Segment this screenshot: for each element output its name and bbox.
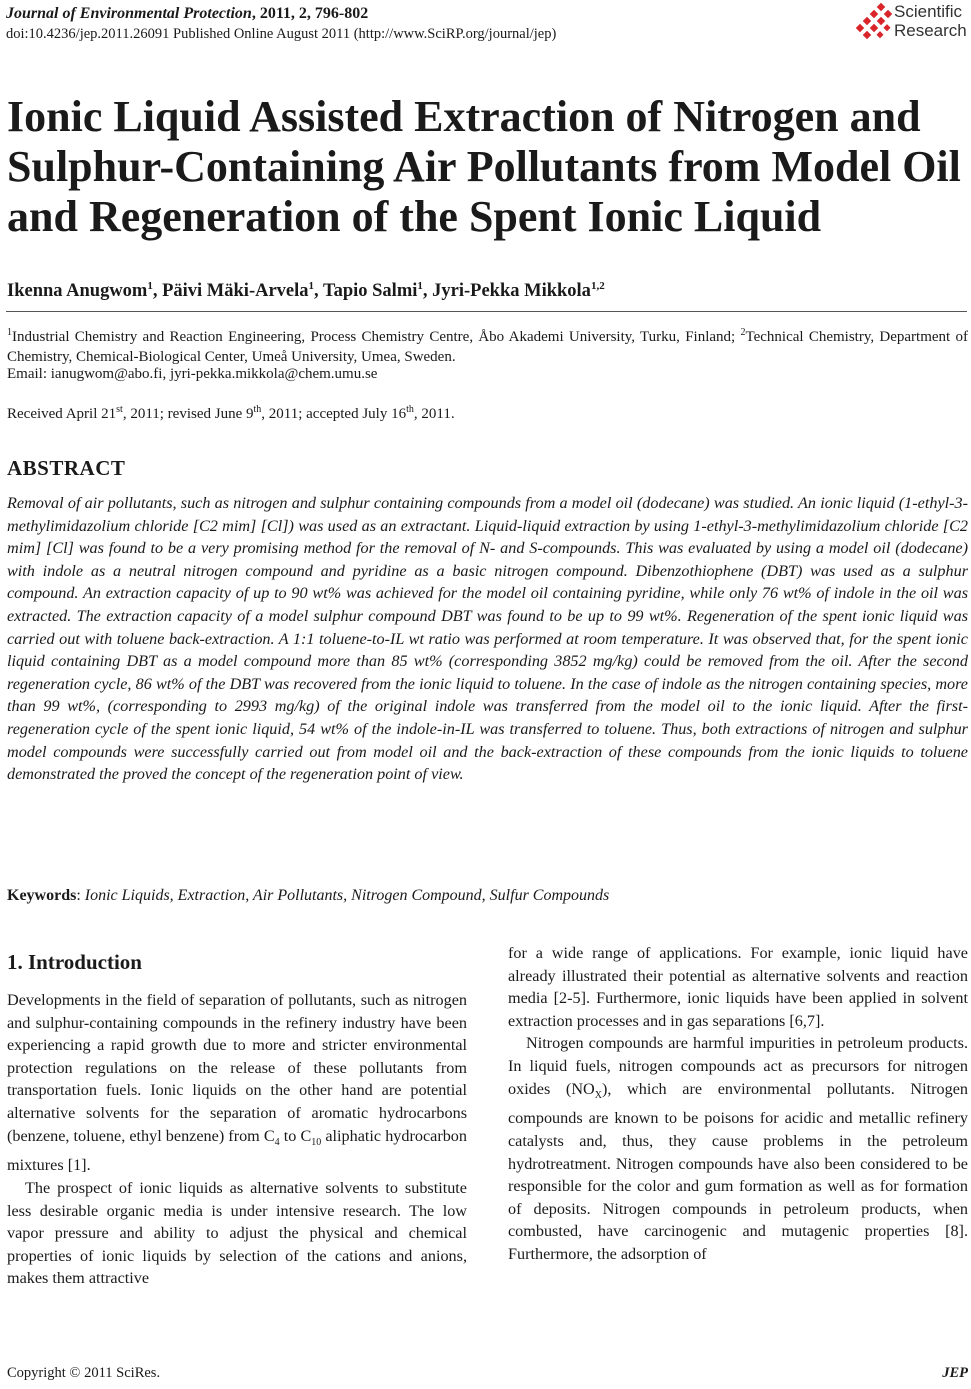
paragraph-text: Developments in the field of separation of pollutants, such as nitrogen and sulphur-containing compounds in the refinery industry have been experiencing a rapid growth due to more and stricter environmental protection regulations on the release of these pollutants from transportation fuels. Ionic liquids on the other hand are potential alternative solvents for the separation of aromatic hydrocarbons (benzene, toluene, ethyl benzene) from C [7, 991, 467, 1145]
body-paragraph: The prospect of ionic liquids as alternative solvents to substitute less desirable organic media is under intensive research. The low vapor pressure and ability to adjust the physical and chemical properties of ionic liquids by selection of the cations and anions, makes them attractive [7, 1178, 467, 1288]
author-affil-mark: 1 [147, 280, 153, 292]
revised-text: , 2011; revised June 9 [122, 406, 254, 422]
subscript: 10 [311, 1136, 322, 1148]
paragraph-text: ), which are environmental pollutants. Nitrogen compounds are known to be poisons for acidic and metallic refinery catalysts and, thus, they cause problems in the petroleum hydrotreatment. Nitrogen compounds have also been considered to be responsible for the color and gum formation as well as for formation of deposits. Nitrogen compounds in petroleum products, when combusted, have carcinogenic and mutagenic properties [8]. Furthermore, the adsorption of [508, 1079, 968, 1263]
paragraph-text: aliphatic hydrocarbon mixtures [1]. [7, 1126, 467, 1175]
affiliation-2: Technical Chemistry, Department of Chemistry, Chemical-Biological Center, Umeå University, Umea, Sweden. [7, 329, 968, 365]
doi-line: doi:10.4236/jep.2011.26091 Published Online August 2011 (http://www.SciRP.org/journal/jep) [6, 26, 557, 42]
affil-mark: 2 [740, 327, 746, 338]
keywords-list: Ionic Liquids, Extraction, Air Pollutants, Nitrogen Compound, Sulfur Compounds [84, 887, 610, 904]
ordinal-suffix: th [406, 404, 414, 415]
page-footer [7, 1365, 968, 1382]
affiliation-1: Industrial Chemistry and Reaction Engineering, Process Chemistry Centre, Åbo Akademi University, Turku, Finland; [12, 329, 741, 345]
copyright-text: Copyright © 2011 SciRes. [7, 1365, 161, 1381]
left-column [7, 948, 467, 1290]
ordinal-suffix: st [116, 404, 123, 415]
right-column [508, 942, 968, 1266]
journal-abbreviation: JEP [942, 1365, 968, 1381]
author-list: Ikenna Anugwom$^1$, Päivi Mäki-Arvela$^1$, Tapio Salmi$^1$, Jyri-Pekka Mikkola$^{1,2}$ [7, 280, 605, 302]
paragraph-text: to C [279, 1126, 312, 1145]
journal-header [6, 4, 836, 44]
paragraph-text: Nitrogen compounds are harmful impurities in petroleum products. In liquid fuels, nitrogen compounds act as precursors for nitrogen oxides (NO [508, 1034, 968, 1098]
subscript: X [594, 1089, 602, 1101]
paper-title: Ionic Liquid Assisted Extraction of Nitrogen and Sulphur-Containing Air Pollutants from Model Oil and Regeneration of the Spent Ionic Liquid [7, 92, 961, 241]
accepted-text: , 2011; accepted July 16 [261, 406, 407, 422]
received-dates [7, 404, 455, 423]
logo-line-1: Scientific [894, 2, 963, 21]
affil-mark: 1 [7, 327, 12, 338]
year-text: , 2011. [413, 406, 455, 422]
affiliations [7, 323, 968, 367]
body-paragraph: for a wide range of applications. For example, ionic liquid have already illustrated their potential as alternative solvents and reaction media [2-5]. Furthermore, ionic liquids have been applied in solvent extraction processes and in gas separations [6,7]. [508, 944, 968, 1030]
journal-name: Journal of Environmental Protection [6, 5, 252, 22]
header-divider [6, 311, 967, 312]
ordinal-suffix: th [253, 404, 262, 415]
journal-volume: , 2011, 2, 796-802 [251, 5, 369, 22]
abstract-text: Removal of air pollutants, such as nitrogen and sulphur containing compounds from a model oil (dodecane) was studied. An ionic liquid (1-ethyl-3-methylimidazolium chloride [C2 mim] [Cl]) was used as an extractant. Liquid-liquid extraction by using 1-ethyl-3-methylimidazolium chloride [C2 mim] [Cl] was found to be a very promising method for the removal of N- and S-compounds. This was evaluated by using a model oil (dodecane) with indole as a neutral nitrogen compound and pyridine as a basic nitrogen compound. Dibenzothiophene (DBT) was used as a sulphur compound. An extraction capacity of up to 90 wt% was achieved for the model oil containing pyridine, while only 76 wt% of indole in the oil was extracted. The extraction capacity of a model sulphur compound DBT was found to be up to 99 wt%. Regeneration of the spent ionic liquid was carried out with toluene back-extraction. A 1:1 toluene-to-IL wt ratio was performed at room temperature. It was observed that, for the spent ionic liquid containing DBT as a model compound more than 85 wt% (corresponding 3852 mg/kg) could be removed from the oil. After the second regeneration cycle, 86 wt% of the DBT was recovered from the ionic liquid to toluene. In the case of indole as the nitrogen containing species, more than 99 wt%, (corresponding to 2993 mg/kg) of the original indole was transferred from the model oil to the ionic liquid. After the first-regeneration cycle of the spent ionic liquid, 54 wt% of the indole-in-IL was transferred to toluene. Thus, both extractions of nitrogen and sulphur model compounds were successfully carried out from model oil and the back-extraction of these compounds from the ionic liquids to toluene demonstrated the proved the concept of the regeneration point of view. [7, 494, 968, 784]
logo-text [894, 2, 967, 40]
logo-line-2: Research [894, 21, 967, 40]
logo-mark-icon [854, 2, 894, 42]
author-name: Päivi Mäki-Arvela [162, 281, 309, 302]
author-name: Jyri-Pekka Mikkola [432, 281, 591, 302]
body-paragraph [7, 989, 467, 1177]
author-affil-mark: 1,2 [590, 280, 605, 292]
body-paragraph [508, 1032, 968, 1265]
subscript: 4 [274, 1136, 280, 1148]
author-affil-mark: 1 [417, 280, 423, 292]
contact-email: Email: ianugwom@abo.fi, jyri-pekka.mikkola@chem.umu.se [7, 366, 378, 382]
keywords-label: Keywords [7, 887, 77, 904]
author-affil-mark: 1 [308, 280, 315, 292]
author-name: Tapio Salmi [322, 281, 418, 302]
scientific-research-logo [854, 2, 971, 44]
keywords: Keywords: Ionic Liquids, Extraction, Air Pollutants, Nitrogen Compound, Sulfur Compounds [7, 887, 610, 904]
section-heading-introduction: 1. Introduction [7, 950, 142, 974]
author-name: Ikenna Anugwom [7, 281, 148, 302]
received-text: Received April 21 [7, 406, 117, 422]
journal-citation [6, 4, 836, 24]
abstract-heading: ABSTRACT [7, 456, 126, 480]
